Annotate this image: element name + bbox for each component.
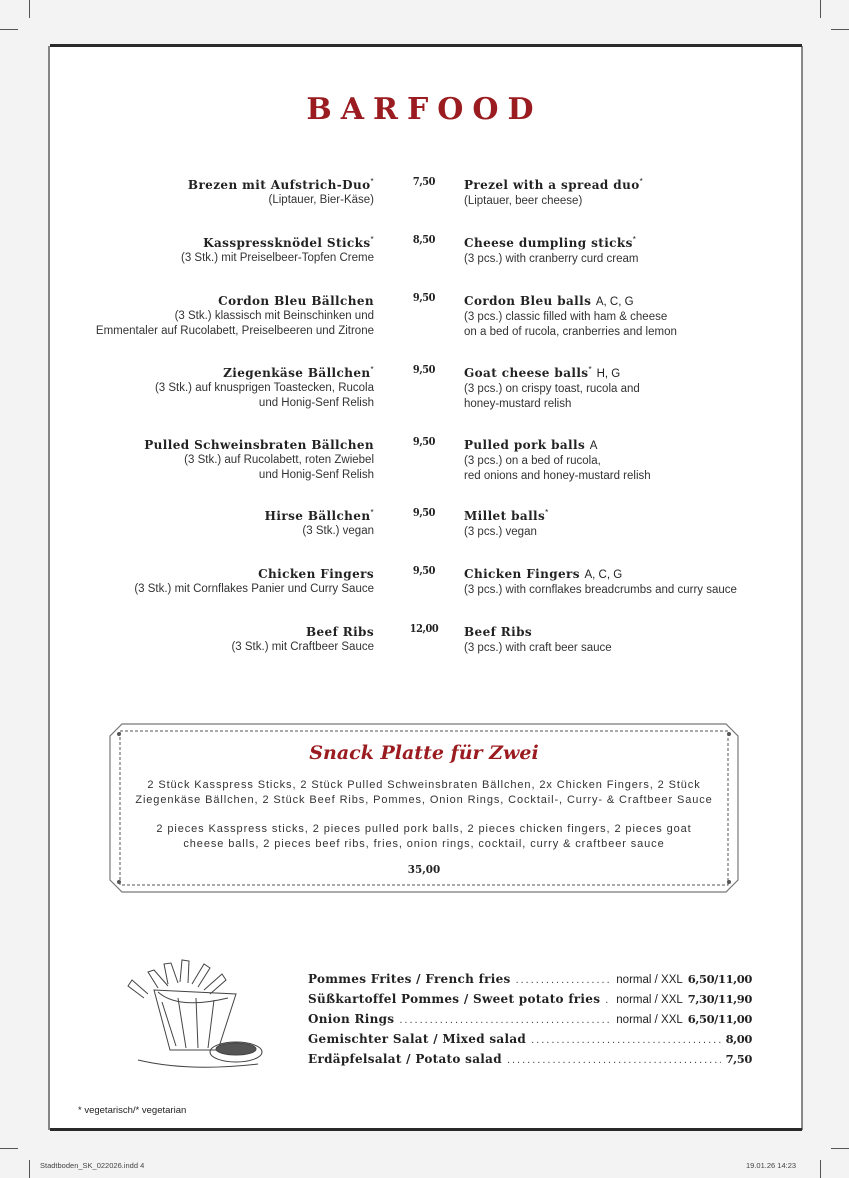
item-german xyxy=(44,621,374,655)
item-name-de xyxy=(44,362,374,381)
item-price: 9,50 xyxy=(412,290,436,304)
item-name-en-text: Millet balls xyxy=(464,509,546,523)
item-german xyxy=(44,563,374,597)
side-item xyxy=(308,1052,752,1072)
page-title: BARFOOD xyxy=(306,92,543,127)
side-item xyxy=(308,1032,752,1052)
dot-leader xyxy=(516,974,612,986)
snack-price: 35,00 xyxy=(407,862,441,876)
crop-mark xyxy=(0,29,18,30)
slug-date: 19.01.26 14:23 xyxy=(746,1161,797,1170)
item-name-en xyxy=(464,362,784,382)
crop-mark xyxy=(820,1160,821,1178)
item-price: 9,50 xyxy=(412,563,436,577)
top-brush-border xyxy=(50,44,802,47)
vegetarian-marker: * xyxy=(370,177,374,186)
item-name-de xyxy=(44,621,374,640)
item-german xyxy=(44,174,374,208)
dot-leader xyxy=(531,1034,720,1046)
allergen-codes: A xyxy=(589,440,598,452)
item-price: 7,50 xyxy=(412,174,436,188)
sides-list xyxy=(308,972,752,1072)
item-description-en: (Liptauer, beer cheese) xyxy=(464,195,583,207)
item-description-en: (3 pcs.) classic filled with ham & cheese xyxy=(464,311,668,323)
item-description-de: und Honig-Senf Relish xyxy=(258,397,374,409)
item-name-en-text: Beef Ribs xyxy=(464,625,533,639)
item-name-de-text: Pulled Schweinsbraten Bällchen xyxy=(144,438,374,452)
item-description-en: (3 pcs.) vegan xyxy=(464,526,537,538)
item-name-de xyxy=(44,290,374,309)
item-description-en: (3 pcs.) with craft beer sauce xyxy=(464,642,612,654)
allergen-codes: A, C, G xyxy=(595,296,634,308)
item-description-de: (3 Stk.) auf knusprigen Toastecken, Rucola xyxy=(154,382,374,394)
item-name-de xyxy=(44,174,374,193)
item-english xyxy=(464,290,784,340)
item-price: 12,00 xyxy=(409,621,439,635)
item-description-de: (3 Stk.) vegan xyxy=(302,525,374,537)
item-name-de xyxy=(44,434,374,453)
item-description-de: (Liptauer, Bier-Käse) xyxy=(268,194,374,206)
item-english xyxy=(464,505,784,540)
item-english xyxy=(464,621,784,656)
fries-illustration-icon xyxy=(118,950,268,1080)
item-description-de: (3 Stk.) mit Preiselbeer-Topfen Creme xyxy=(180,252,374,264)
item-name-en-text: Cordon Bleu balls xyxy=(464,294,592,308)
crop-mark xyxy=(29,1160,30,1178)
crop-mark xyxy=(820,0,821,18)
crop-mark xyxy=(0,1148,18,1149)
item-name-de xyxy=(44,505,374,524)
slug-filename: Stadtboden_SK_022026.indd 4 xyxy=(40,1161,145,1170)
snack-de-line: 2 Stück Kasspress Sticks, 2 Stück Pulled Schweinsbraten Bällchen, 2x Chicken Fingers, 2 Stück xyxy=(147,779,701,791)
vegetarian-marker: * xyxy=(632,235,637,244)
item-name-de-text: Hirse Bällchen xyxy=(264,509,371,523)
side-item xyxy=(308,1012,752,1032)
item-description-en: red onions and honey-mustard relish xyxy=(464,470,651,482)
side-item xyxy=(308,972,752,992)
item-german xyxy=(44,434,374,483)
snack-description-en xyxy=(128,822,720,852)
item-name-en-text: Chicken Fingers xyxy=(464,567,580,581)
item-description-en: (3 pcs.) on a bed of rucola, xyxy=(464,455,601,467)
item-description-en: (3 pcs.) with cranberry curd cream xyxy=(464,253,639,265)
allergen-codes: A, C, G xyxy=(584,569,623,581)
snack-platter-box xyxy=(108,722,740,894)
item-description-en: honey-mustard relish xyxy=(464,398,572,410)
item-price: 9,50 xyxy=(412,434,436,448)
item-german xyxy=(44,232,374,266)
item-name-de xyxy=(44,232,374,251)
vegetarian-marker: * xyxy=(588,365,592,374)
item-name-en-text: Goat cheese balls xyxy=(464,366,589,380)
side-name: Erdäpfelsalat / Potato salad xyxy=(308,1052,502,1066)
item-name-en xyxy=(464,174,784,194)
item-name-en xyxy=(464,434,784,454)
snack-description-de xyxy=(128,778,720,808)
item-name-en-text: Cheese dumpling sticks xyxy=(464,236,633,250)
item-description-de: und Honig-Senf Relish xyxy=(258,469,374,481)
item-description-en: (3 pcs.) with cornflakes breadcrumbs and curry sauce xyxy=(464,584,737,596)
item-name-en xyxy=(464,232,784,252)
dot-leader xyxy=(507,1054,721,1066)
side-price: 6,50/11,00 xyxy=(687,972,752,986)
side-name: Süßkartoffel Pommes / Sweet potato fries xyxy=(308,992,601,1006)
item-english xyxy=(464,232,784,267)
side-price: 8,00 xyxy=(725,1032,752,1046)
crop-mark xyxy=(831,1148,849,1149)
item-name-de xyxy=(44,563,374,582)
item-english xyxy=(464,362,784,412)
item-description-de: (3 Stk.) mit Craftbeer Sauce xyxy=(231,641,374,653)
item-english xyxy=(464,563,784,598)
side-price: 7,30/11,90 xyxy=(687,992,752,1006)
footnote: * vegetarisch/* vegetarian xyxy=(78,1105,187,1116)
side-size: normal / XXL xyxy=(616,994,683,1006)
item-description-de: Emmentaler auf Rucolabett, Preiselbeeren und Zitrone xyxy=(95,325,374,337)
side-name: Onion Rings xyxy=(308,1012,395,1026)
side-name: Pommes Frites / French fries xyxy=(308,972,511,986)
item-german xyxy=(44,290,374,339)
item-name-de-text: Cordon Bleu Bällchen xyxy=(218,294,374,308)
item-name-en xyxy=(464,563,784,583)
right-border xyxy=(801,46,803,1130)
item-name-en xyxy=(464,505,784,525)
allergen-codes: H, G xyxy=(596,368,621,380)
item-german xyxy=(44,362,374,411)
item-price: 9,50 xyxy=(412,362,436,376)
vegetarian-marker: * xyxy=(370,235,374,244)
side-price: 7,50 xyxy=(725,1052,752,1066)
vegetarian-marker: * xyxy=(639,177,644,186)
bottom-brush-border xyxy=(50,1128,802,1131)
item-german xyxy=(44,505,374,539)
item-price: 9,50 xyxy=(412,505,436,519)
item-name-de-text: Beef Ribs xyxy=(305,625,374,639)
item-name-en-text: Prezel with a spread duo xyxy=(464,178,640,192)
item-english xyxy=(464,174,784,209)
snack-en-line: 2 pieces Kasspress sticks, 2 pieces pulled pork balls, 2 pieces chicken fingers, 2 pieces goat xyxy=(156,823,692,835)
snack-title: Snack Platte für Zwei xyxy=(309,742,539,764)
item-description-de: (3 Stk.) mit Cornflakes Panier und Curry Sauce xyxy=(134,583,374,595)
side-name: Gemischter Salat / Mixed salad xyxy=(308,1032,527,1046)
crop-mark xyxy=(29,0,30,18)
item-description-de: (3 Stk.) auf Rucolabett, roten Zwiebel xyxy=(184,454,374,466)
item-name-de-text: Ziegenkäse Bällchen xyxy=(223,366,371,380)
item-description-de: (3 Stk.) klassisch mit Beinschinken und xyxy=(174,310,374,322)
vegetarian-marker: * xyxy=(370,365,374,374)
snack-de-line: Ziegenkäse Bällchen, 2 Stück Beef Ribs, Pommes, Onion Rings, Cocktail-, Curry- & Craftbeer Sauce xyxy=(135,794,713,806)
item-name-de-text: Chicken Fingers xyxy=(258,567,374,581)
item-description-en: on a bed of rucola, cranberries and lemon xyxy=(464,326,677,338)
dot-leader xyxy=(605,994,611,1006)
item-english xyxy=(464,434,784,484)
dot-leader xyxy=(399,1014,611,1026)
side-price: 6,50/11,00 xyxy=(687,1012,752,1026)
item-price: 8,50 xyxy=(412,232,436,246)
item-name-de-text: Brezen mit Aufstrich-Duo xyxy=(187,178,371,192)
item-name-en-text: Pulled pork balls xyxy=(464,438,586,452)
side-item xyxy=(308,992,752,1012)
side-size: normal / XXL xyxy=(616,1014,683,1026)
item-name-en xyxy=(464,621,784,641)
vegetarian-marker: * xyxy=(545,508,549,517)
item-description-en: (3 pcs.) on crispy toast, rucola and xyxy=(464,383,640,395)
snack-en-line: cheese balls, 2 pieces beef ribs, fries, onion rings, cocktail, curry & craftbeer sauce xyxy=(183,838,665,850)
side-size: normal / XXL xyxy=(616,974,683,986)
crop-mark xyxy=(831,29,849,30)
item-name-de-text: Kasspressknödel Sticks xyxy=(203,236,371,250)
item-name-en xyxy=(464,290,784,310)
vegetarian-marker: * xyxy=(370,508,374,517)
